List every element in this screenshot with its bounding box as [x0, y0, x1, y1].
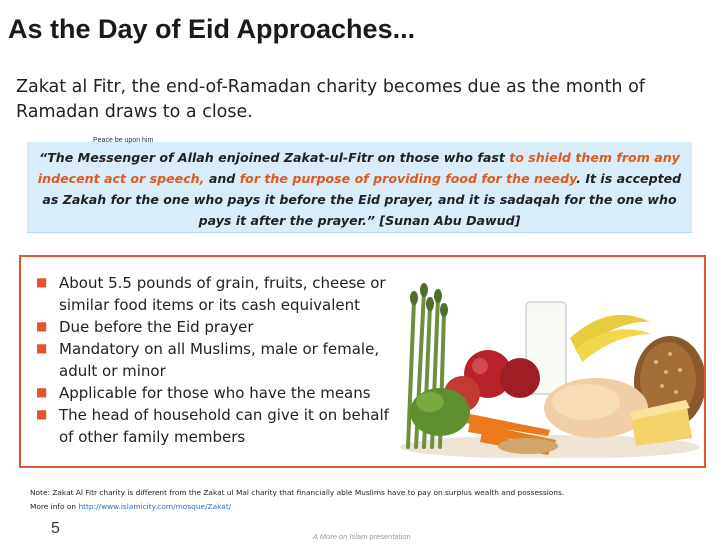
quote-part-3: . It is accepted as Zakah for the one who pays it before the Eid prayer, and it is sadaqah for the one who pays it after the prayer.” [Sunan Abu Dawud]: [42, 171, 682, 228]
list-item: ■ Mandatory on all Muslims, male or female, adult or minor: [36, 340, 380, 380]
bullet-square-icon: ■: [36, 341, 48, 355]
note-line-2: More info on http://www.islamicity.com/mosque/Zakat/: [30, 502, 232, 511]
list-item: ■ About 5.5 pounds of grain, fruits, cheese or similar food items or its cash equivalent: [36, 274, 386, 314]
page-number: 5: [51, 520, 60, 537]
bullet-square-icon: ■: [36, 275, 48, 289]
note-line-1: Note: Zakat Al Fitr charity is different from the Zakat ul Mal charity that financially able Muslims have to pay on surplus wealth and possessions.: [30, 488, 565, 497]
quote-highlight-1: to shield them from any indecent act or speech,: [37, 150, 680, 186]
quote-part-2: and: [204, 171, 240, 186]
footnote: [30, 486, 710, 514]
more-info-link[interactable]: http://www.islamicity.com/mosque/Zakat/: [78, 502, 232, 511]
slide-title: As the Day of Eid Approaches...: [8, 14, 416, 44]
food-items-photo: [400, 262, 704, 458]
quote-part-1: “The Messenger of Allah enjoined Zakat-ul-Fitr on those who fast: [39, 150, 510, 165]
hadith-quote: [29, 147, 690, 231]
bullet-list: [33, 272, 403, 448]
bullet-square-icon: ■: [36, 385, 48, 399]
quote-highlight-2: for the purpose of providing food for the needy: [239, 171, 577, 186]
bullet-square-icon: ■: [36, 407, 48, 421]
pbuh-annotation: Peace be upon him: [93, 137, 154, 144]
bullet-square-icon: ■: [36, 319, 48, 333]
list-item: ■ Due before the Eid prayer: [36, 318, 254, 336]
list-item: ■ Applicable for those who have the means: [36, 384, 371, 402]
footer-caption: A More on Islam presentation: [313, 532, 411, 541]
list-item: ■ The head of household can give it on behalf of other family members: [36, 406, 389, 446]
intro-text: Zakat al Fitr, the end-of-Ramadan charity becomes due as the month of Ramadan draws to a close.: [16, 77, 645, 122]
